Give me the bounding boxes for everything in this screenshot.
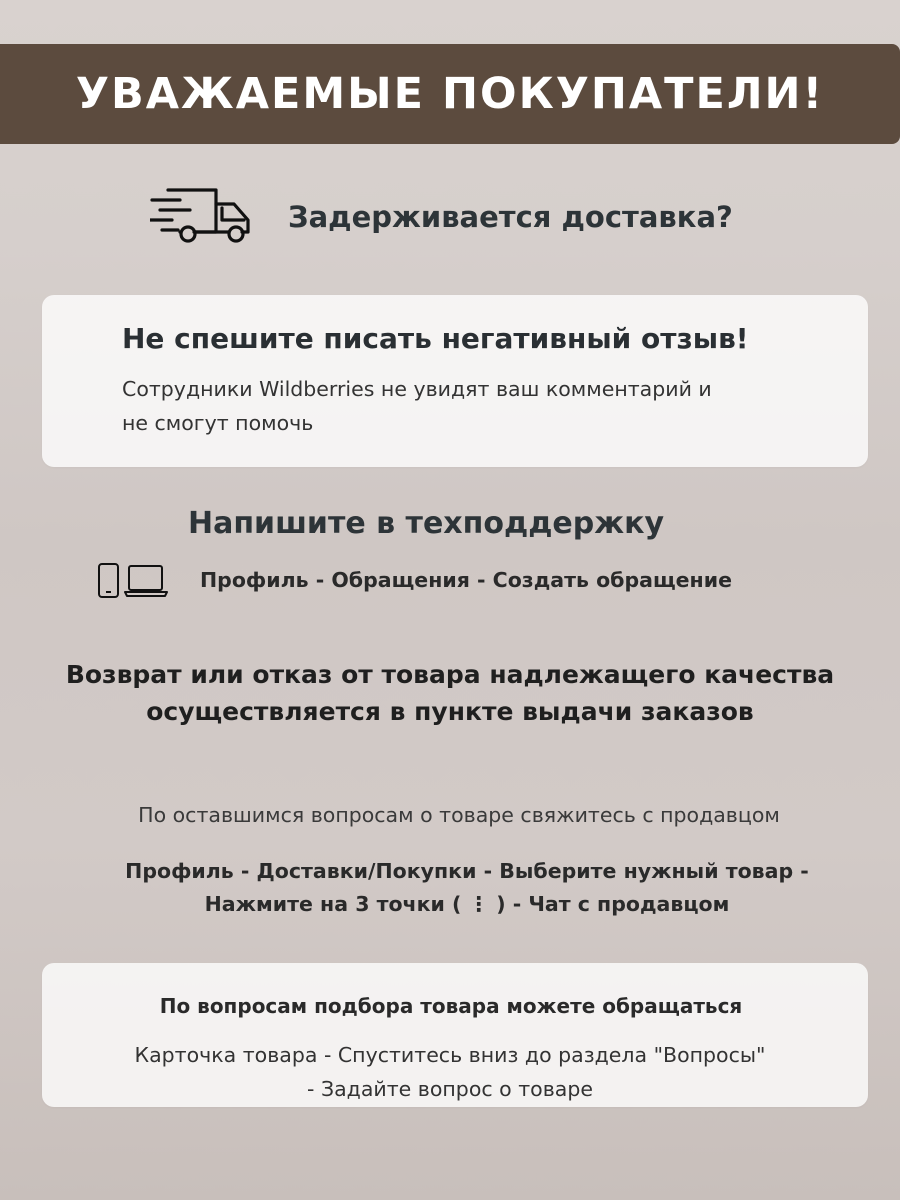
support-title: Напишите в техподдержку [187,506,665,541]
support-path-row [96,560,856,600]
product-selection-line: Карточка товара - Спуститесь вниз до раздела "Вопросы" [134,1043,766,1067]
review-warning-line: Сотрудники Wildberries не увидят ваш комментарий и [122,377,712,401]
devices-icon [96,561,170,599]
delivery-truck-icon [150,186,254,248]
seller-path-line: Профиль - Доставки/Покупки - Выберите нужный товар - [125,859,809,883]
return-notice-line: Возврат или отказ от товара надлежащего качества [65,660,835,689]
product-selection-title: По вопросам подбора товара можете обращаться [159,994,743,1018]
seller-contact-lead: По оставшимся вопросам о товаре свяжитесь с продавцом [138,803,780,827]
review-warning-text [122,372,822,440]
support-path: Профиль - Обращения - Создать обращение [200,568,732,592]
seller-contact-path [0,855,900,921]
delivery-question: Задерживается доставка? [288,200,733,234]
return-notice [0,656,900,730]
review-warning-line: не смогут помочь [122,411,314,435]
return-notice-line: осуществляется в пункте выдачи заказов [146,697,754,726]
banner-title: УВАЖАЕМЫЕ ПОКУПАТЕЛИ! [75,69,825,119]
header-banner [0,44,900,144]
product-selection-text [0,1038,900,1106]
product-selection-line: - Задайте вопрос о товаре [307,1077,593,1101]
delivery-notice [150,186,850,248]
review-warning-title: Не спешите писать негативный отзыв! [122,322,749,355]
laptop-icon [129,566,162,590]
seller-path-line: Нажмите на 3 точки ( ⋮ ) - Чат с продавцом [204,892,730,916]
